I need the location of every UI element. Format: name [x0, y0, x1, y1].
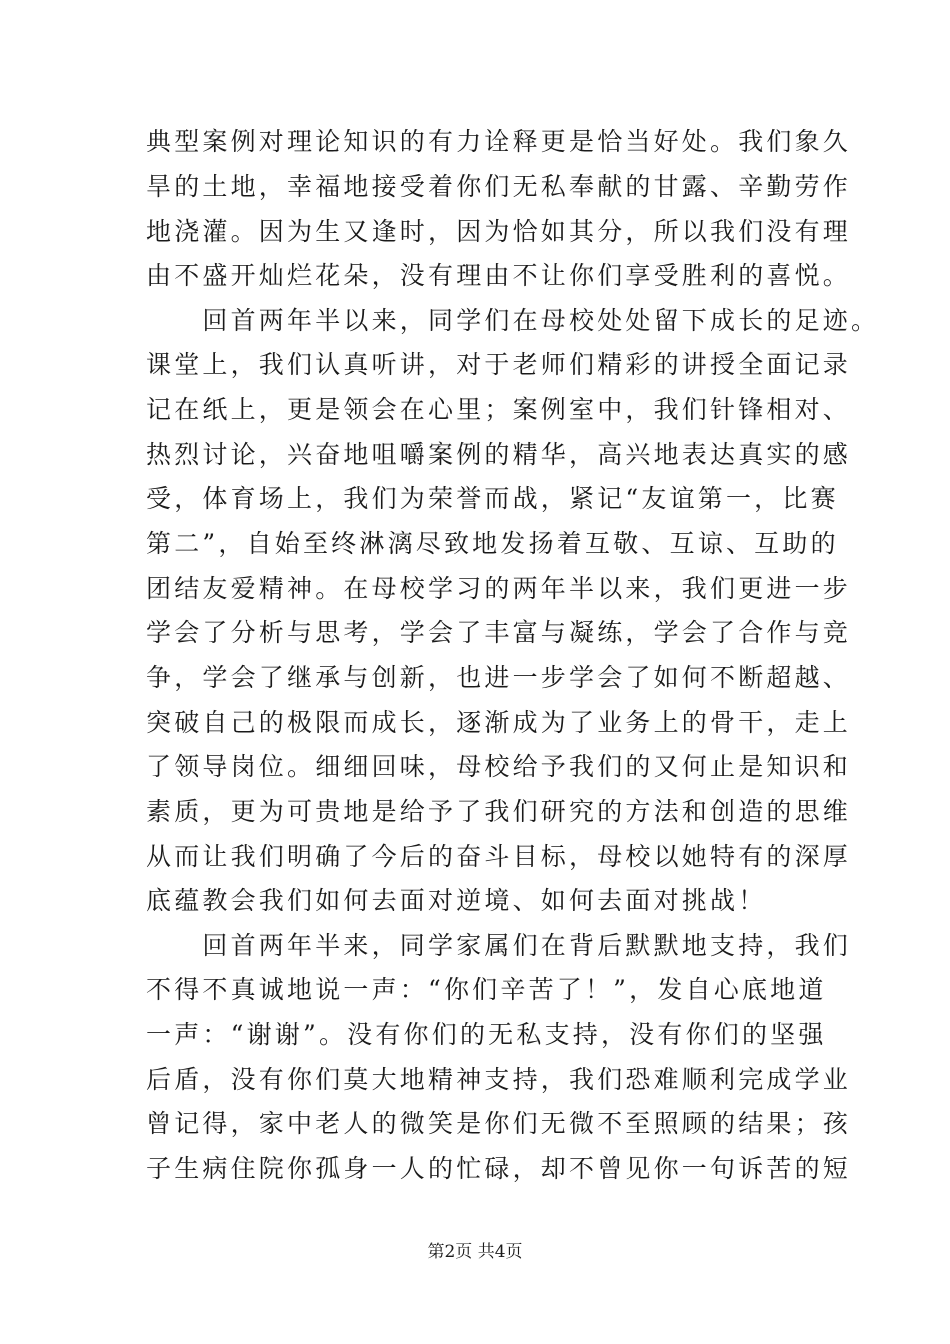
body-line: 第二”，自始至终淋漓尽致地发扬着互敬、互谅、互助的	[146, 529, 839, 558]
body-line: 热烈讨论，兴奋地咀嚼案例的精华，高兴地表达真实的感	[146, 440, 852, 469]
body-line: 从而让我们明确了今后的奋斗目标，母校以她特有的深厚	[146, 842, 852, 871]
page-number-footer: 第2页 共4页	[427, 1242, 523, 1262]
body-line: 学会了分析与思考，学会了丰富与凝练，学会了合作与竞	[146, 618, 852, 647]
body-line: 突破自己的极限而成长，逐渐成为了业务上的骨干，走上	[146, 708, 852, 737]
body-line: 回首两年半来，同学家属们在背后默默地支持，我们	[146, 931, 852, 960]
body-line: 由不盛开灿烂花朵，没有理由不让你们享受胜利的喜悦。	[146, 261, 852, 290]
body-line: 素质，更为可贵地是给予了我们研究的方法和创造的思维	[146, 797, 852, 826]
body-line: 了领导岗位。细细回味，母校给予我们的又何止是知识和	[146, 752, 852, 781]
body-line: 后盾，没有你们莫大地精神支持，我们恐难顺利完成学业	[146, 1065, 852, 1094]
body-line: 记在纸上，更是领会在心里；案例室中，我们针锋相对、	[146, 395, 852, 424]
body-line: 不得不真诚地说一声：“你们辛苦了！”，发自心底地道	[146, 975, 827, 1004]
body-line: 旱的土地，幸福地接受着你们无私奉献的甘露、辛勤劳作	[146, 172, 852, 201]
body-line: 受，体育场上，我们为荣誉而战，紧记“友谊第一，比赛	[146, 484, 839, 513]
body-line: 底蕴教会我们如何去面对逆境、如何去面对挑战！	[146, 886, 767, 915]
body-line: 回首两年半以来，同学们在母校处处留下成长的足迹。	[146, 306, 880, 335]
body-line: 曾记得，家中老人的微笑是你们无微不至照顾的结果；孩	[146, 1109, 852, 1138]
body-line: 课堂上，我们认真听讲，对于老师们精彩的讲授全面记录	[146, 350, 852, 379]
body-line: 地浇灌。因为生又逢时，因为恰如其分，所以我们没有理	[146, 217, 852, 246]
body-line: 子生病住院你孤身一人的忙碌，却不曾见你一句诉苦的短	[146, 1154, 852, 1183]
body-line: 争，学会了继承与创新，也进一步学会了如何不断超越、	[146, 663, 852, 692]
body-line: 团结友爱精神。在母校学习的两年半以来，我们更进一步	[146, 574, 852, 603]
body-line: 典型案例对理论知识的有力诠释更是恰当好处。我们象久	[146, 127, 852, 156]
body-line: 一声：“谢谢”。没有你们的无私支持，没有你们的坚强	[146, 1020, 827, 1049]
